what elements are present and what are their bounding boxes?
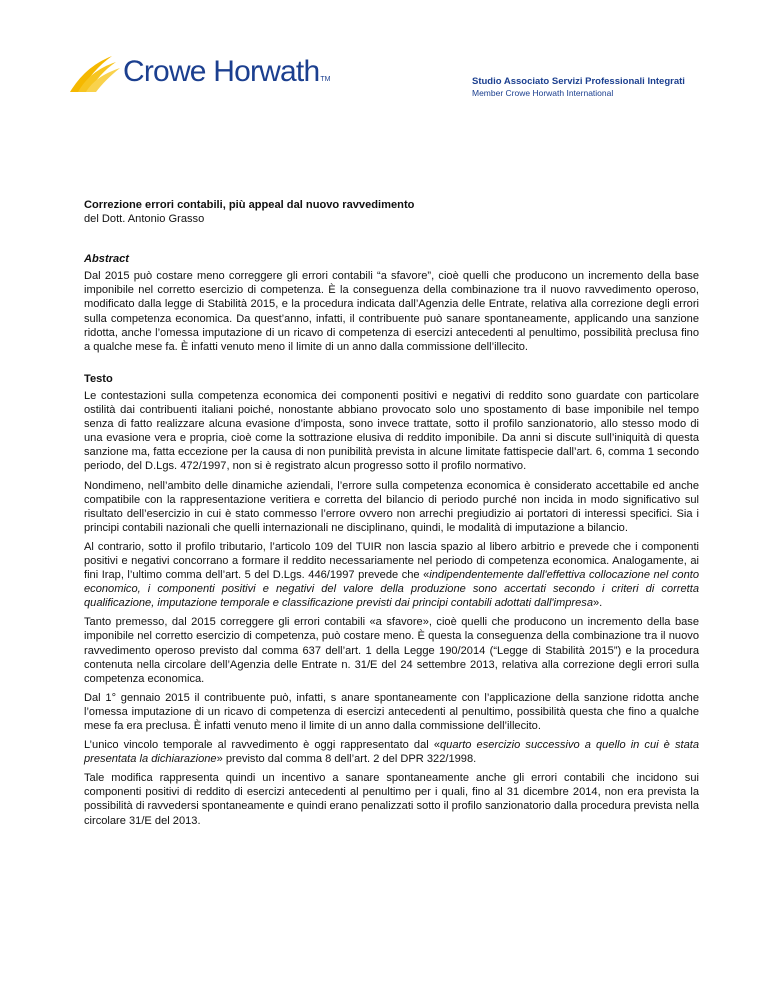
article-body (84, 198, 699, 833)
logo-name: Crowe Horwath (123, 55, 320, 88)
paragraph-6-lead: L’unico vincolo temporale al ravvedimento è oggi rappresentato dal « (84, 739, 440, 752)
paragraph-5: Dal 1° gennaio 2015 il contribuente può, infatti, s anare spontaneamente con l’applicazione della sanzione ridotta anche l’omessa imputazione di un ricavo di competenza di esercizi antecedenti al penultimo, possibilità questa che fino a qualche mese fa era preclusa. È infatti venuto meno il limite di un anno dalla commissione dell’illecito. (84, 691, 699, 732)
abstract-heading: Abstract (84, 253, 130, 266)
logo-wordmark (123, 55, 330, 89)
paragraph-4: Tanto premesso, dal 2015 correggere gli errori contabili «a sfavore», cioè quelli che producono un incremento della base imponibile nel corretto esercizio di competenza, può costare meno. È questa la conseguenza della combinazione tra il nuovo ravvedimento operoso previsto dal comma 637 dell’art. 1 della Legge 190/2014 (“Legge di Stabilità 2015”) e la procedura contenuta nella circolare dell’Agenzia delle Entrate n. 31/E del 24 settembre 2013, relativa alla correzione degli errori sulla competenza economica. (84, 616, 699, 685)
paragraph-3-tail: ». (593, 597, 603, 610)
firm-info (472, 76, 685, 98)
logo-mark-icon (68, 52, 124, 96)
crowe-horwath-logo (68, 52, 331, 100)
article-author: del Dott. Antonio Grasso (84, 213, 205, 226)
paragraph-3 (84, 540, 699, 610)
paragraph-1: Le contestazioni sulla competenza economica dei componenti positivi e negativi di reddito sono guardate con particolare ostilità dai contribuenti italiani poiché, nonostante abbiano provocato solo uno spostamento di base imponibile nel tempo senza di fatto realizzare alcuna evasione d’imposta, sono invece trattate, sotto il profilo sanzionatorio, allo stesso modo di una evasione vera e propria, cioè come la sottrazione elusiva di reddito imponibile. Da anni si discute sull’iniquità di questa sanzione ma, fatta eccezione per la causa di non punibilità prevista in alcune limitate fattispecie dall’art. 6, comma 1 secondo periodo, del D.Lgs. 472/1997, non si è registrato alcun progresso sotto il profilo normativo. (84, 389, 699, 473)
paragraph-6-tail: » previsto dal comma 8 dell’art. 2 del DPR 322/1998. (216, 753, 477, 766)
paragraph-2: Nondimeno, nell’ambito delle dinamiche aziendali, l’errore sulla competenza economica è considerato accettabile ed anche compatibile con la rappresentazione veritiera e corretta del bilancio di periodo purché non incida in modo significativo sul risultato dell’esercizio in cui è stato commesso l’errore ovvero non arrechi pregiudizio ai portatori di interessi specifici. Sia i principi contabili nazionali che quelli internazionali ne disciplinano, quindi, le modalità di imputazione a bilancio. (84, 479, 699, 534)
paragraph-6-quote: quarto esercizio successivo a quello in cui è stata presentata la dichiarazione (84, 739, 699, 766)
text-heading: Testo (84, 372, 113, 385)
paragraph-7: Tale modifica rappresenta quindi un incentivo a sanare spontaneamente anche gli errori contabili che incidono sui componenti positivi di reddito di esercizi antecedenti al penultimo per i quali, fino al 31 dicembre 2014, non era prevista la possibilità di ravvedersi spontaneamente e quindi erano penalizzati sotto il profilo sanzionatorio dalla procedura prevista nella circolare 31/E del 2013. (84, 772, 699, 827)
paragraph-3-quote: indipendentemente dall'effettiva collocazione nel conto economico, i componenti positivi e negativi del valore della produzione sono accertati secondo i criteri di corretta qualificazione, imputazione temporale e classificazione previsti dai principi contabili adottati dall'impresa (84, 569, 699, 610)
paragraph-6 (84, 738, 699, 766)
abstract-paragraph: Dal 2015 può costare meno correggere gli errori contabili “a sfavore”, cioè quelli che producono un incremento della base imponibile nel corretto esercizio di competenza. È la conseguenza della combinazione tra il nuovo ravvedimento operoso, modificato dalla legge di Stabilità 2015, e la procedura indicata dall’Agenzia delle Entrate, relativa alla correzione degli errori sulla competenza economica. Da quest’anno, infatti, il contribuente può sanare spontaneamente, applicando una sanzione ridotta, anche l’omessa imputazione di un ricavo di competenza di esercizi antecedenti al penultimo, possibilità preclusa fino a qualche mese fa. È infatti venuto meno il limite di un anno dalla commissione dell’illecito. (84, 270, 699, 353)
article-title: Correzione errori contabili, più appeal dal nuovo ravvedimento (84, 199, 415, 211)
paragraph-3-lead: Al contrario, sotto il profilo tributario, l’articolo 109 del TUIR non lascia spazio al libero arbitrio e prevede che i componenti positivi e negativi concorrano a formare il reddito necessariamente nel periodo di competenza economica. Analogamente, ai fini Irap, l’ultimo comma dell’art. 5 del D.Lgs. 446/1997 prevede che « (84, 540, 699, 582)
firm-member: Member Crowe Horwath International (472, 88, 614, 98)
logo-trademark: TM (320, 76, 331, 83)
firm-name: Studio Associato Servizi Professionali Integrati (472, 76, 685, 87)
